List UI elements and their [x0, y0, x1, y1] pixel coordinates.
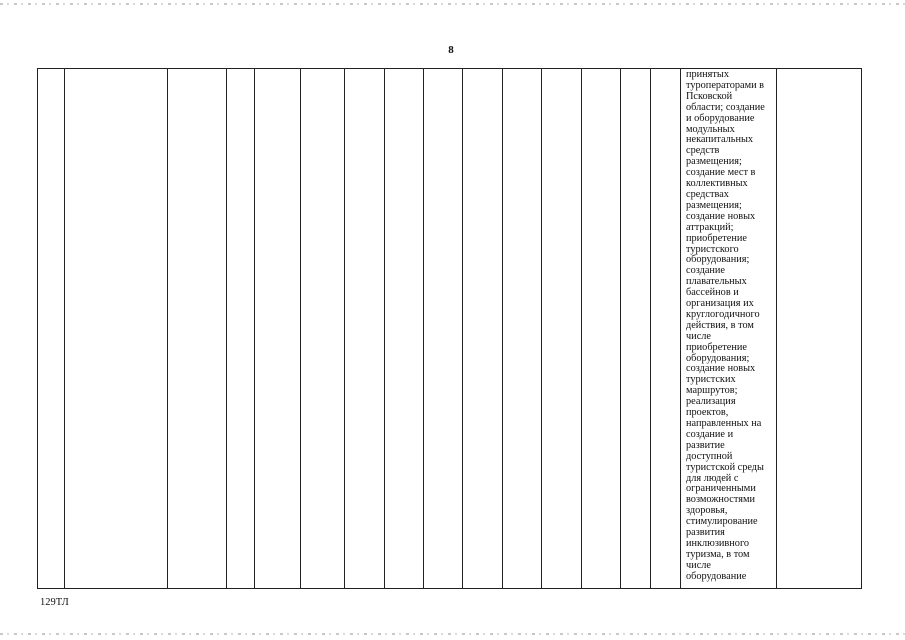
description-line: туристской среды — [686, 461, 764, 473]
table-column-divider — [344, 69, 345, 588]
description-line: реализация — [686, 396, 736, 408]
description-line: оборудования; — [686, 254, 750, 266]
description-line: числе — [686, 330, 711, 342]
scan-edge-top — [0, 3, 905, 5]
table-column-divider — [462, 69, 463, 588]
table-column-divider — [226, 69, 227, 588]
description-line: области; создание — [686, 101, 765, 113]
description-line: приобретение — [686, 232, 747, 244]
description-line: круглогодичного — [686, 308, 760, 320]
document-code: 129ТЛ — [40, 597, 69, 608]
description-line: приобретение — [686, 341, 747, 353]
description-line: доступной — [686, 450, 733, 462]
table-column-divider — [167, 69, 168, 588]
description-line: развитие — [686, 439, 725, 451]
description-line: возможностями — [686, 494, 755, 506]
description-line: оборудование — [686, 570, 747, 582]
description-line: модульных — [686, 123, 735, 135]
description-line: создание мест в — [686, 167, 756, 179]
description-cell — [683, 69, 775, 583]
description-line: развития — [686, 527, 725, 539]
description-line: принятых — [686, 69, 729, 80]
description-line: создание новых — [686, 363, 756, 375]
description-line: действия, в том — [686, 319, 754, 331]
table-column-divider — [64, 69, 65, 588]
table-column-divider — [502, 69, 503, 588]
description-line: размещения; — [686, 199, 742, 211]
description-line: проектов, — [686, 407, 729, 419]
table-column-divider — [620, 69, 621, 588]
description-line: средствах — [686, 188, 729, 200]
page-number: 8 — [448, 44, 454, 56]
description-line: плавательных — [686, 276, 747, 288]
description-line: аттракций; — [686, 221, 734, 233]
description-line: бассейнов и — [686, 287, 739, 299]
description-line: туристских — [686, 374, 736, 386]
table-column-divider — [581, 69, 582, 588]
table-column-divider — [650, 69, 651, 588]
description-line: здоровья, — [686, 505, 728, 517]
table-column-divider — [776, 69, 777, 588]
description-line: создание — [686, 265, 726, 277]
table-column-divider — [423, 69, 424, 588]
data-table — [37, 68, 862, 589]
table-column-divider — [254, 69, 255, 588]
table-column-divider — [384, 69, 385, 588]
table-column-divider — [300, 69, 301, 588]
description-line: и оборудование — [686, 112, 755, 124]
description-line: оборудования; — [686, 352, 750, 364]
scan-edge-bottom — [0, 633, 905, 635]
description-line: маршрутов; — [686, 385, 738, 397]
description-line: туризма, в том — [686, 548, 750, 560]
description-line: Псковской — [686, 90, 733, 102]
description-line: создание и — [686, 428, 734, 440]
description-line: инклюзивного — [686, 537, 750, 549]
description-line: некапитальных — [686, 134, 754, 146]
description-line: коллективных — [686, 178, 748, 190]
description-line: организация их — [686, 298, 754, 310]
description-line: туристского — [686, 243, 739, 255]
description-line: средств — [686, 145, 720, 157]
description-line: создание новых — [686, 210, 756, 222]
table-column-divider — [541, 69, 542, 588]
description-line: направленных на — [686, 418, 762, 429]
description-line: для людей с — [686, 472, 739, 484]
description-line: ограниченными — [686, 483, 756, 495]
description-line: числе — [686, 559, 711, 571]
table-column-divider — [680, 69, 681, 588]
description-line: размещения; — [686, 156, 742, 168]
description-line: стимулирование — [686, 516, 758, 528]
description-line: туроператорами в — [686, 79, 765, 91]
